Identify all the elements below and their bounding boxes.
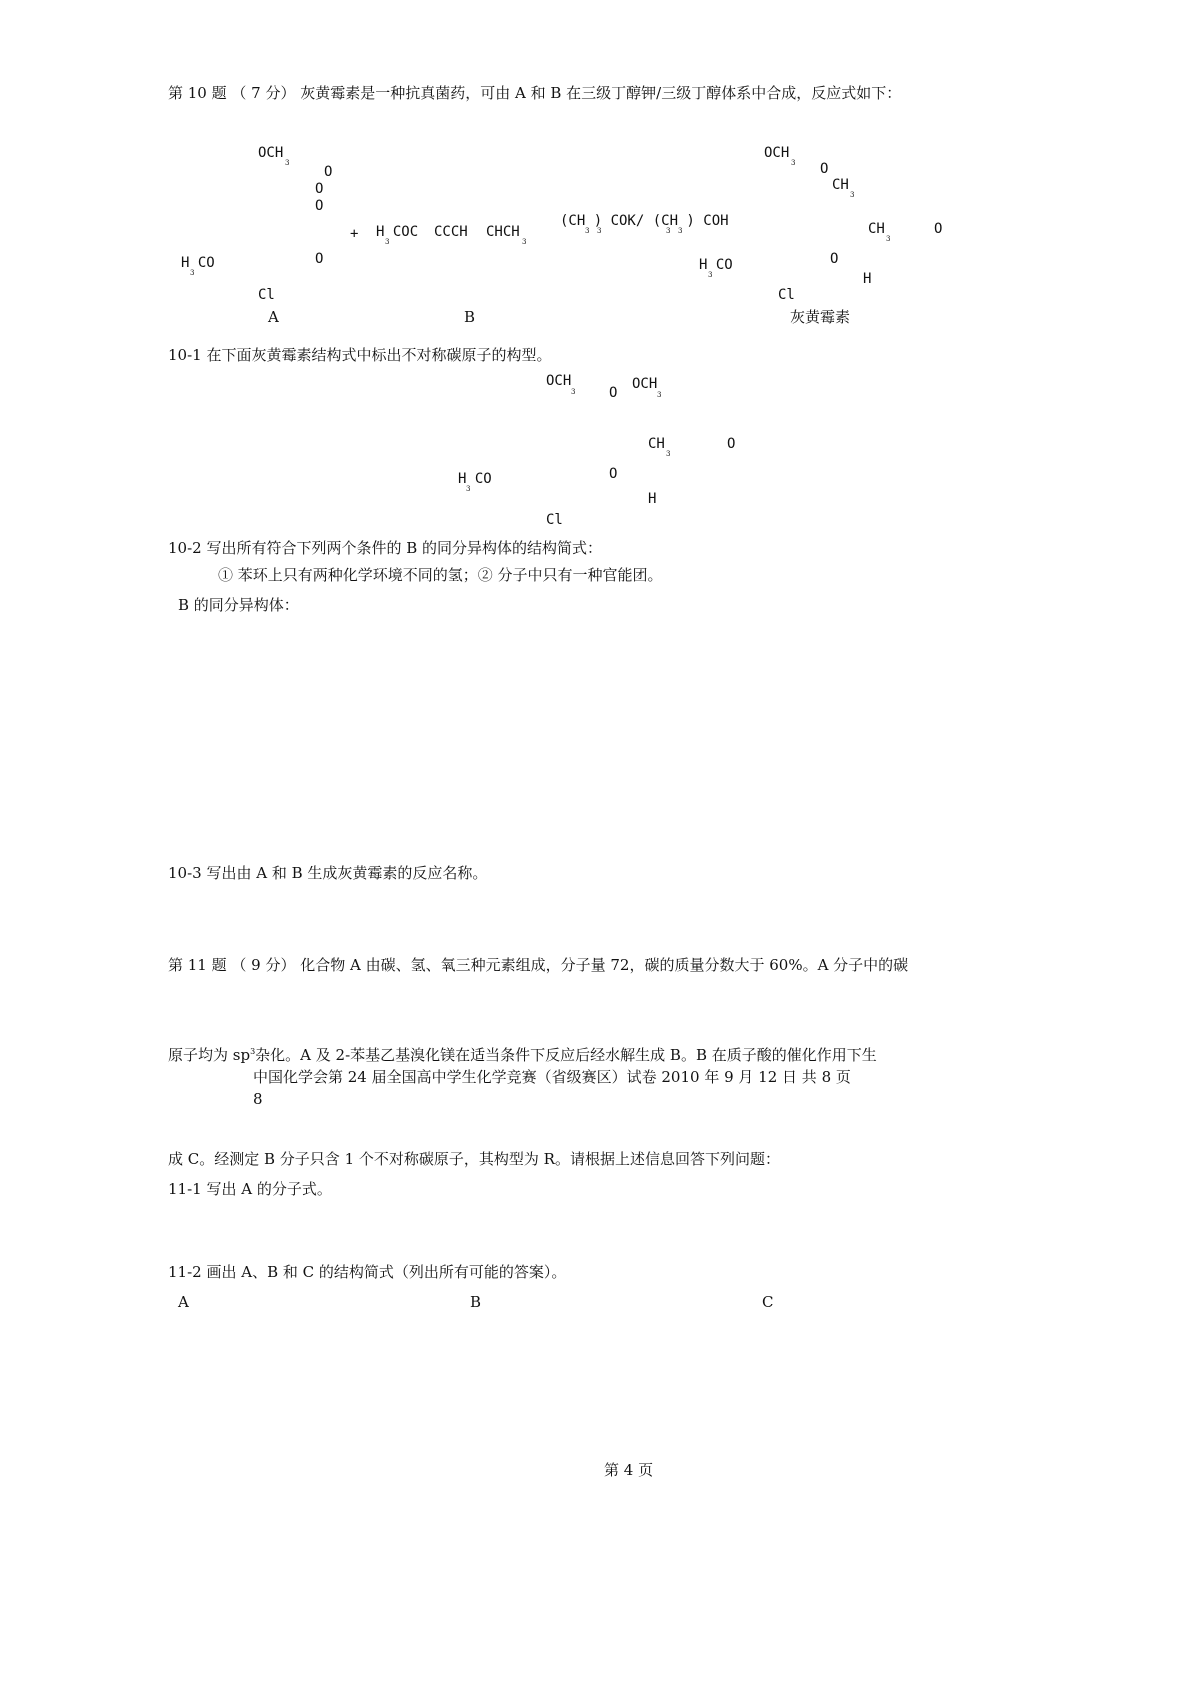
header-page-total: 8 — [253, 1090, 263, 1108]
b-chch3: CHCH — [486, 224, 520, 240]
label-product: 灰黄霉素 — [790, 308, 851, 326]
a-o3: O — [315, 198, 324, 214]
p-o2: O — [934, 221, 943, 237]
label-a: A — [268, 308, 279, 326]
q11-1-text: 11-1 写出 A 的分子式。 — [168, 1180, 332, 1198]
page-number: 第 4 页 — [604, 1461, 654, 1479]
q11-2-text: 11-2 画出 A、B 和 C 的结构简式（列出所有可能的答案）。 — [168, 1263, 567, 1281]
q11-line2-sup: 3 — [250, 1047, 256, 1056]
s-ch3: CH — [648, 436, 665, 452]
a-cl: Cl — [258, 287, 275, 303]
b-ccch: CCCH — [434, 224, 468, 240]
s-och3-left-sub: 3 — [571, 388, 576, 396]
s-och3-left: OCH — [546, 373, 572, 389]
p-ch3-top: CH — [832, 177, 849, 193]
reagent-sub4: 3 — [678, 227, 683, 235]
q11-title: 第 11 题 （ 9 分） 化合物 A 由碳、氢、氧三种元素组成，分子量 72，碳的质量分数大于 60%。A 分子中的碳 — [168, 956, 909, 974]
p-ch3-sub: 3 — [886, 235, 891, 243]
s-ch3-sub: 3 — [666, 450, 671, 458]
q10-3-text: 10-3 写出由 A 和 B 生成灰黄霉素的反应名称。 — [168, 864, 488, 882]
b-h3coc: H COC — [376, 224, 419, 240]
s-o-right: O — [727, 436, 736, 452]
a-o1: O — [324, 164, 333, 180]
q11-line2-pre: 原子均为 sp — [168, 1046, 251, 1064]
plus-sign: + — [350, 226, 359, 242]
s-o-low: O — [609, 466, 618, 482]
b-h3coc-sub: 3 — [385, 238, 390, 246]
q11-line2-post: 杂化。A 及 2-苯基乙基溴化镁在适当条件下反应后经水解生成 B。B 在质子酸的催化作用下生 — [255, 1046, 877, 1064]
q10-1-text: 10-1 在下面灰黄霉素结构式中标出不对称碳原子的构型。 — [168, 346, 552, 364]
s-och3-right-sub: 3 — [657, 391, 662, 399]
q11-label-c: C — [762, 1293, 774, 1311]
p-och3-sub: 3 — [791, 159, 796, 167]
s-och3-right: OCH — [632, 376, 658, 392]
reagent-sub1: 3 — [585, 227, 590, 235]
header-overlay: 中国化学会第 24 届全国高中学生化学竞赛（省级赛区）试卷 2010 年 9 月 12 日 共 8 页 — [253, 1068, 851, 1086]
reagent: (CH ) COK/ (CH ) COH — [560, 213, 729, 229]
p-och3: OCH — [764, 145, 790, 161]
a-h3co: H CO — [181, 255, 215, 271]
s-h3co-sub: 3 — [466, 485, 471, 493]
p-h3co: H CO — [699, 257, 733, 273]
p-o3: O — [830, 251, 839, 267]
p-cl: Cl — [778, 287, 795, 303]
a-h3co-sub: 3 — [190, 269, 195, 277]
q10-2-text: 10-2 写出所有符合下列两个条件的 B 的同分异构体的结构简式： — [168, 539, 603, 557]
a-o4: O — [315, 251, 324, 267]
a-och3: OCH — [258, 145, 284, 161]
a-och3-sub: 3 — [285, 159, 290, 167]
a-o2: O — [315, 181, 324, 197]
reagent-sub3: 3 — [666, 227, 671, 235]
reagent-sub2: 3 — [597, 227, 602, 235]
q11-label-b: B — [470, 1293, 482, 1311]
p-ch3: CH — [868, 221, 885, 237]
p-ch3-top-sub: 3 — [850, 191, 855, 199]
q10-title: 第 10 题 （ 7 分） 灰黄霉素是一种抗真菌药，可由 A 和 B 在三级丁醇钾/三级丁醇体系中合成，反应式如下： — [168, 84, 902, 102]
q11-line2 — [168, 1048, 877, 1063]
s-h3co: H CO — [458, 471, 492, 487]
s-h: H — [648, 491, 657, 507]
s-cl: Cl — [546, 512, 563, 528]
b-chch3-sub: 3 — [522, 238, 527, 246]
p-h3co-sub: 3 — [708, 271, 713, 279]
p-h: H — [863, 271, 872, 287]
s-o-mid: O — [609, 385, 618, 401]
q11-label-a: A — [178, 1293, 189, 1311]
q11-line3: 成 C。经测定 B 分子只含 1 个不对称碳原子，其构型为 R。请根据上述信息回答下列问题： — [168, 1150, 780, 1168]
p-o1: O — [820, 161, 829, 177]
label-b: B — [464, 308, 476, 326]
q10-2-conditions: ① 苯环上只有两种化学环境不同的氢；② 分子中只有一种官能团。 — [218, 566, 663, 584]
q10-2-answer-label: B 的同分异构体： — [178, 596, 299, 614]
